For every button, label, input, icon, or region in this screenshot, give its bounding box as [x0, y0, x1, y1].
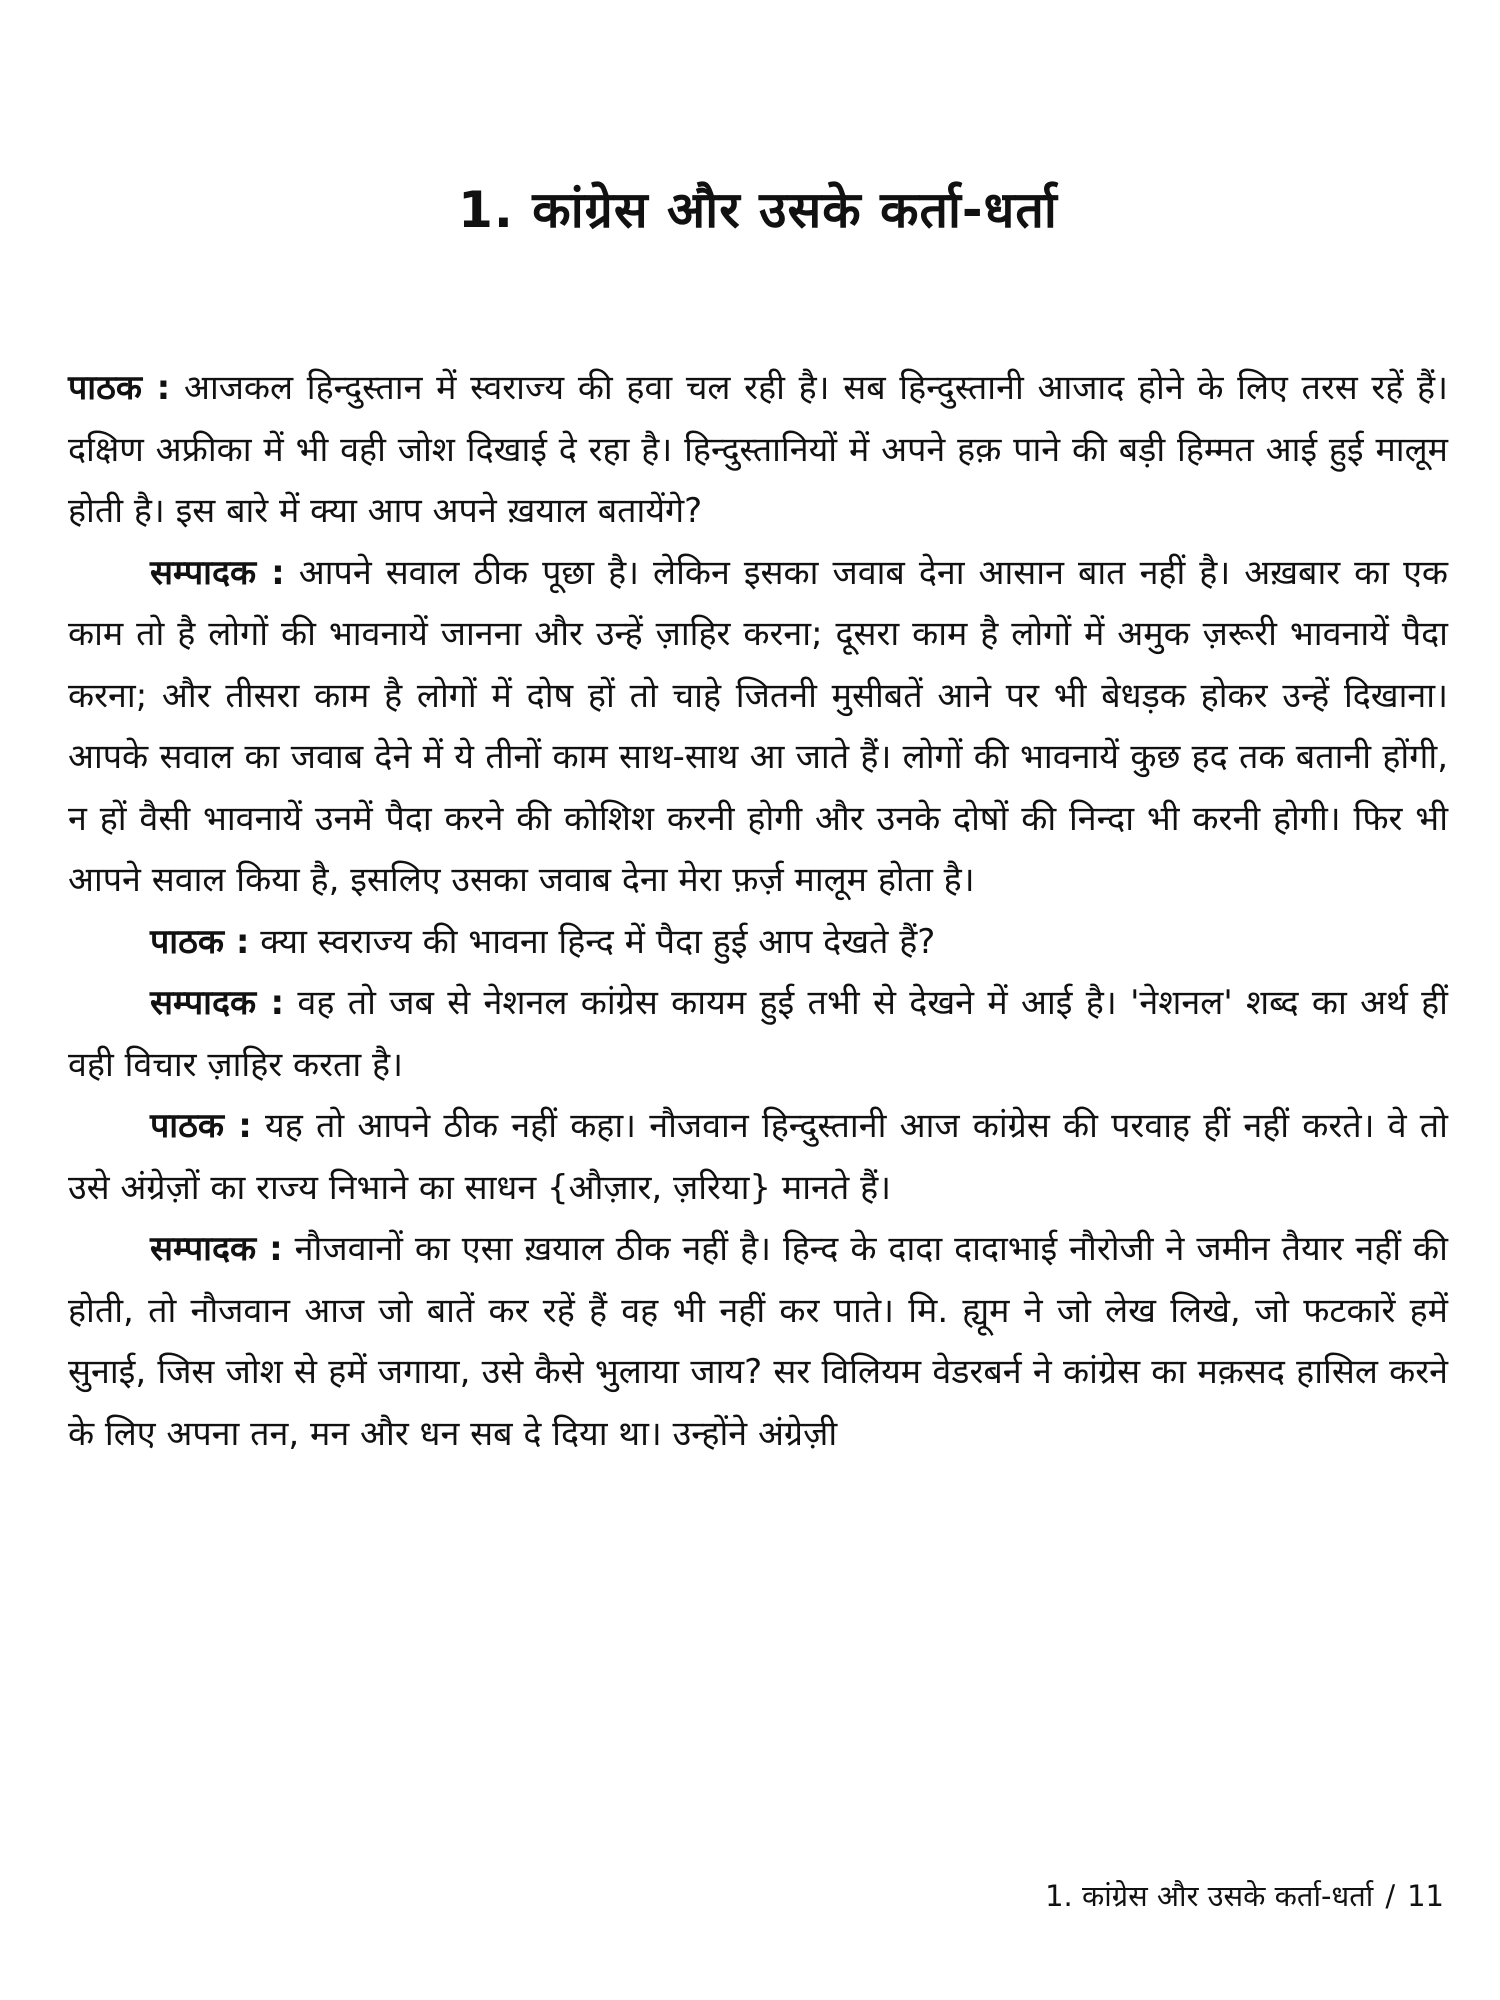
- paragraph-6: [68, 1219, 1448, 1465]
- paragraph-text: आपने सवाल ठीक पूछा है। लेकिन इसका जवाब देना आसान बात नहीं है। अख़बार का एक काम तो है लोगों की भावनायें जानना और उन्हें ज़ाहिर करना; दूसरा काम है लोगों में अमुक ज़रूरी भावनायें पैदा करना; और तीसरा काम है लोगों में दोष हों तो चाहे जितनी मुसीबतें आने पर भी बेधड़क होकर उन्हें दिखाना। आपके सवाल का जवाब देने में ये तीनों काम साथ-साथ आ जाते हैं। लोगों की भावनायें कुछ हद तक बतानी होंगी, न हों वैसी भावनायें उनमें पैदा करने की कोशिश करनी होगी और उनके दोषों की निन्दा भी करनी होगी। फिर भी आपने सवाल किया है, इसलिए उसका जवाब देना मेरा फ़र्ज़ मालूम होता है।: [68, 552, 1448, 900]
- speaker-label: पाठक :: [150, 1106, 252, 1146]
- paragraph-3: [68, 912, 1448, 974]
- page-footer: [1045, 1878, 1444, 1914]
- speaker-label: सम्पादक :: [150, 552, 285, 593]
- paragraph-text: वह तो जब से नेशनल कांग्रेस कायम हुई तभी से देखने में आई है। 'नेशनल' शब्द का अर्थ हीं वही विचार ज़ाहिर करता है।: [68, 983, 1448, 1085]
- paragraph-2: [68, 543, 1448, 912]
- paragraph-4: [68, 973, 1448, 1096]
- running-title: 1. कांग्रेस और उसके कर्ता-धर्ता: [1045, 1879, 1374, 1913]
- speaker-label: पाठक :: [150, 921, 250, 962]
- body-text: [68, 358, 1448, 1465]
- chapter-title: 1. कांग्रेस और उसके कर्ता-धर्ता: [458, 181, 1058, 239]
- paragraph-text: यह तो आपने ठीक नहीं कहा। नौजवान हिन्दुस्तानी आज कांग्रेस की परवाह हीं नहीं करते। वे तो उसे अंग्रेज़ों का राज्य निभाने का साधन {औज़ार, ज़रिया} मानते हैं।: [68, 1106, 1448, 1208]
- speaker-label: सम्पादक :: [150, 983, 285, 1023]
- paragraph-5: [68, 1096, 1448, 1219]
- speaker-label: सम्पादक :: [150, 1229, 283, 1269]
- paragraph-1: [68, 358, 1448, 543]
- footer-separator: /: [1385, 1879, 1396, 1913]
- speaker-label: पाठक :: [68, 368, 171, 408]
- paragraph-text: आजकल हिन्दुस्तान में स्वराज्य की हवा चल रही है। सब हिन्दुस्तानी आजाद होने के लिए तरस रहें हैं। दक्षिण अफ्रीका में भी वही जोश दिखाई दे रहा है। हिन्दुस्तानियों में अपने हक़ पाने की बड़ी हिम्मत आई हुई मालूम होती है। इस बारे में क्या आप अपने ख़याल बतायेंगे?: [68, 368, 1448, 531]
- paragraph-text: नौजवानों का एसा ख़याल ठीक नहीं है। हिन्द के दादा दादाभाई नौरोजी ने जमीन तैयार नहीं की होती, तो नौजवान आज जो बातें कर रहें हैं वह भी नहीं कर पाते। मि. ह्यूम ने जो लेख लिखे, जो फटकारें हमें सुनाई, जिस जोश से हमें जगाया, उसे कैसे भुलाया जाय? सर विलियम वेडरबर्न ने कांग्रेस का मक़सद हासिल करने के लिए अपना तन, मन और धन सब दे दिया था। उन्होंने अंग्रेज़ी: [68, 1229, 1448, 1454]
- page-number: 11: [1407, 1879, 1444, 1913]
- paragraph-text: क्या स्वराज्य की भावना हिन्द में पैदा हुई आप देखते हैं?: [260, 921, 936, 962]
